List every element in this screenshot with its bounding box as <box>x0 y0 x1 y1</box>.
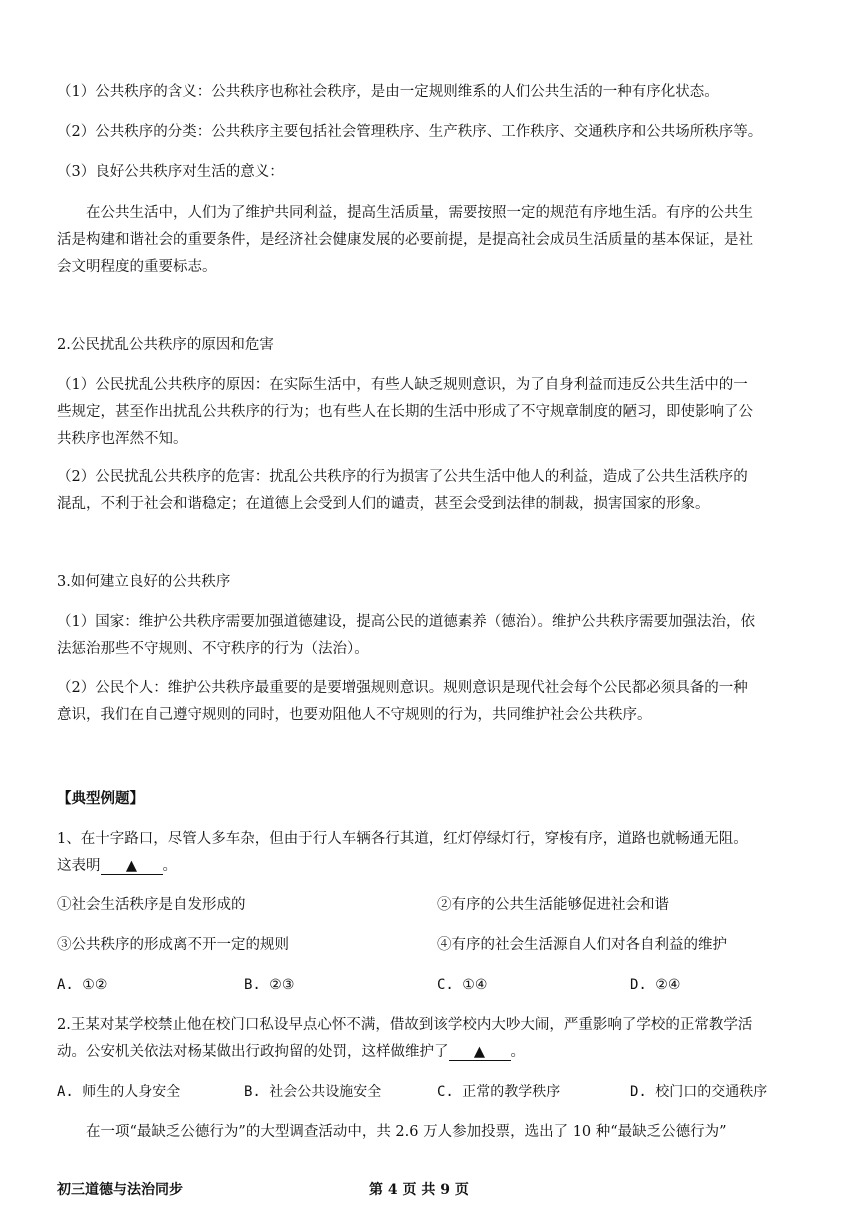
s2-item2-line: 混乱，不利于社会和谐稳定；在道德上会受到人们的谴责，甚至会受到法律的制裁，损害国家的形象。 <box>57 496 710 512</box>
q2-line1: 2.王某对某学校禁止他在校门口私设早点心怀不满，借故到该学校内大吵大闹，严重影响了学校的正常教学活 <box>57 1017 753 1033</box>
q2-line2 <box>57 1042 525 1062</box>
s1-item2: （2）公共秩序的分类：公共秩序主要包括社会管理秩序、生产秩序、工作秩序、交通秩序和公共场所秩序等。 <box>57 124 763 140</box>
s3-item2-line: （2）公民个人：维护公共秩序最重要的是要增强规则意识。规则意识是现代社会每个公民都必须具备的一种 <box>57 680 748 696</box>
q2-option-d: D. 校门口的交通秩序 <box>630 1084 768 1100</box>
q1-prefix: 这表明 <box>57 858 101 874</box>
q1-line2 <box>57 856 177 876</box>
s2-item2-line: （2）公民扰乱公共秩序的危害：扰乱公共秩序的行为损害了公共生活中他人的利益，造成了公共生活秩序的 <box>57 469 748 485</box>
s1-para-line: 活是构建和谐社会的重要条件，是经济社会健康发展的必要前提，是提高社会成员生活质量的基本保证，是社 <box>57 232 753 248</box>
examples-heading: 【典型例题】 <box>57 790 144 807</box>
s1-para-line: 在公共生活中，人们为了维护共同利益，提高生活质量，需要按照一定的规范有序地生活。有序的公共生 <box>86 205 753 221</box>
q1-suffix: 。 <box>162 858 177 874</box>
s2-item1-line: 些规定，甚至作出扰乱公共秩序的行为；也有些人在长期的生活中形成了不守规章制度的陋习，即使影响了公 <box>57 404 753 420</box>
s3-item1-line: （1）国家：维护公共秩序需要加强道德建设，提高公民的道德素养（德治）。维护公共秩序需要加强法治，依 <box>57 614 755 630</box>
q2-option-a: A. 师生的人身安全 <box>57 1084 181 1100</box>
s1-item3: （3）良好公共秩序对生活的意义： <box>57 164 284 180</box>
footer-page-number: 第 4 页 共 9 页 <box>369 1182 469 1198</box>
q2-suffix: 。 <box>510 1044 525 1060</box>
q1-option-b: B. ②③ <box>244 977 295 993</box>
q1-line1: 1、在十字路口，尽管人多车杂，但由于行人车辆各行其道，红灯停绿灯行，穿梭有序，道路也就畅通无阻。 <box>57 831 748 847</box>
s1-para-line: 会文明程度的重要标志。 <box>57 259 217 275</box>
q3-line1: 在一项“最缺乏公德行为”的大型调查活动中，共 2.6 万人参加投票，选出了 10 种“最缺乏公德行为” <box>86 1124 727 1140</box>
s3-item1-line: 法惩治那些不守规则、不守秩序的行为（法治）。 <box>57 641 369 657</box>
s1-item1: （1）公共秩序的含义：公共秩序也称社会秩序，是由一定规则维系的人们公共生活的一种有序化状态。 <box>57 84 719 100</box>
q1-option-c: C. ①④ <box>437 977 488 993</box>
q2-option-b: B. 社会公共设施安全 <box>244 1084 382 1100</box>
q1-option-a: A. ①② <box>57 977 108 993</box>
s3-heading: 3.如何建立良好的公共秩序 <box>57 574 231 590</box>
q1-statement: ③公共秩序的形成离不开一定的规则 <box>57 937 289 953</box>
q1-statement: ②有序的公共生活能够促进社会和谐 <box>437 897 669 913</box>
q2-answer-blank: ▲ <box>449 1044 511 1061</box>
q2-option-c: C. 正常的教学秩序 <box>437 1084 561 1100</box>
s2-item1-line: 共秩序也浑然不知。 <box>57 431 188 447</box>
s2-heading: 2.公民扰乱公共秩序的原因和危害 <box>57 337 274 353</box>
q1-answer-blank: ▲ <box>101 858 163 875</box>
q1-option-d: D. ②④ <box>630 977 681 993</box>
q1-statement: ④有序的社会生活源自人们对各自利益的维护 <box>437 937 727 953</box>
q1-statement: ①社会生活秩序是自发形成的 <box>57 897 246 913</box>
q2-prefix: 动。公安机关依法对杨某做出行政拘留的处罚，这样做维护了 <box>57 1044 449 1060</box>
s3-item2-line: 意识，我们在自己遵守规则的同时，也要劝阻他人不守规则的行为，共同维护社会公共秩序。 <box>57 707 652 723</box>
s2-item1-line: （1）公民扰乱公共秩序的原因：在实际生活中，有些人缺乏规则意识，为了自身利益而违反公共生活中的一 <box>57 377 748 393</box>
footer-course-title: 初三道德与法治同步 <box>57 1182 183 1198</box>
